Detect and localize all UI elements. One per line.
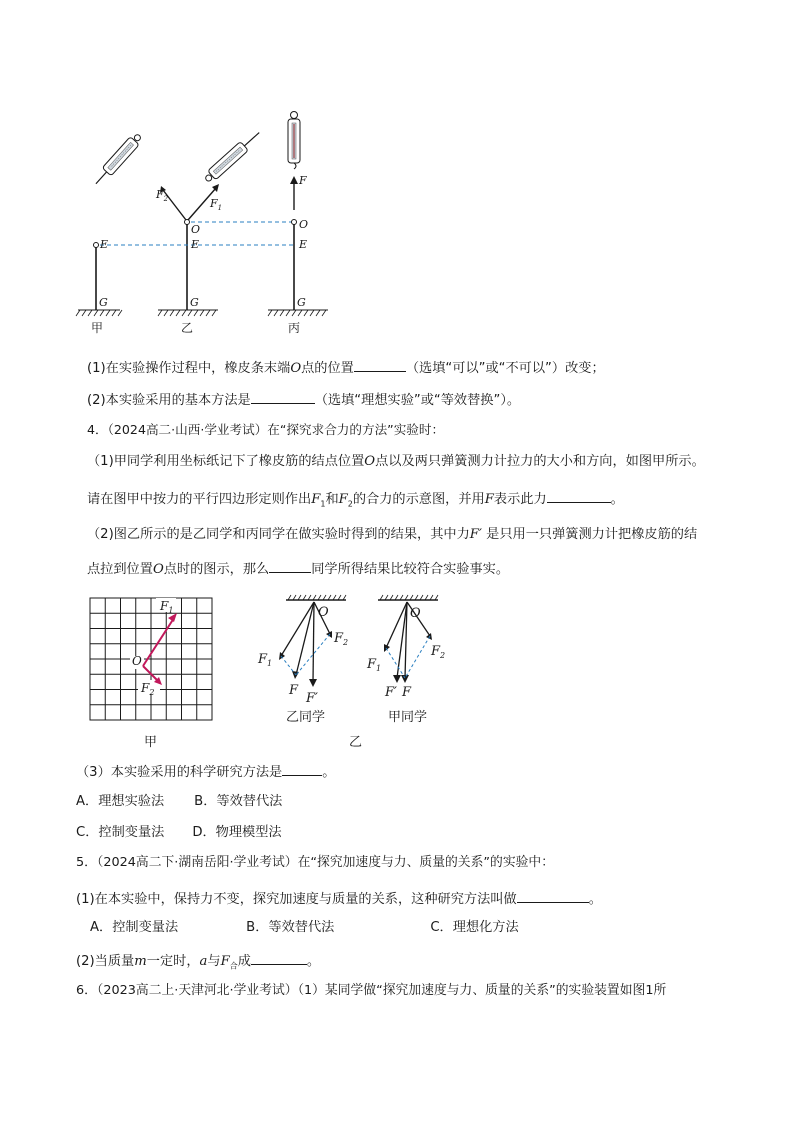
q5-option-b[interactable]: B．等效替代法 <box>246 920 335 935</box>
q4-option-b[interactable]: B．等效替代法 <box>194 794 283 809</box>
label-G-jia: G <box>99 296 108 309</box>
q4-blank-3[interactable] <box>282 763 322 776</box>
label-E-jia: E <box>100 238 109 251</box>
grid-label-F1: $F_1$ <box>160 599 174 615</box>
q5-p2: (2)当质量m一定时，a与$F_合$成 。 <box>76 954 321 971</box>
label-O-yi: O <box>191 223 201 236</box>
yi-label-F2-left: $F_2$ <box>334 631 349 647</box>
yi-caption: 乙 <box>349 735 363 750</box>
q4-p2: 请在图甲中按力的平行四边形定则作出$F_1$和$F_2$的合力的示意图，并用F表示此力 。 <box>87 492 624 509</box>
spring-scale-bing <box>288 112 300 170</box>
q5-p1: (1)在本实验中，保持力不变，探究加速度与质量的关系，这种研究方法叫做 。 <box>76 892 602 907</box>
q5-option-c[interactable]: C．理想化方法 <box>430 920 519 935</box>
grid-figure-jia <box>88 596 218 752</box>
yi-label-F-right: F <box>402 685 412 700</box>
q4-p1: （1)甲同学利用坐标纸记下了橡皮筋的结点位置O点以及两只弹簧测力计拉力的大小和方向，如图甲所示。 <box>87 454 705 469</box>
q4-options-row1 <box>76 795 282 808</box>
yi-caption-student-yi: 乙同学 <box>286 710 326 725</box>
label-E-yi: E <box>191 238 200 251</box>
label-G-yi: G <box>190 296 199 309</box>
students-figure-yi <box>250 590 470 750</box>
q4-p4: 点拉到位置O点时的图示，那么 同学所得结果比较符合实验事实。 <box>87 562 510 577</box>
q4-option-d[interactable]: D．物理模型法 <box>192 825 282 840</box>
q5-title: 5．（2024高二下·湖南岳阳·学业考试）在“探究加速度与力、质量的关系”的实验中： <box>76 855 555 870</box>
label-F-bing: F <box>299 174 307 187</box>
caption-jia: 甲 <box>91 321 104 335</box>
caption-bing: 丙 <box>288 321 301 335</box>
q5-options <box>90 921 519 934</box>
q4-option-c[interactable]: C．控制变量法 <box>76 825 165 840</box>
q5-option-a[interactable]: A．控制变量法 <box>90 920 179 935</box>
yi-label-F1-left: $F_1$ <box>258 652 273 668</box>
label-G-bing: G <box>297 296 306 309</box>
q3-blank-2[interactable] <box>251 391 315 404</box>
label-E-bing: E <box>299 238 308 251</box>
yi-label-O-right: O <box>410 606 421 621</box>
yi-label-F2-right: $F_2$ <box>431 644 446 660</box>
q4-blank-1[interactable] <box>547 490 611 503</box>
q3-blank-1[interactable] <box>354 359 406 372</box>
spring-scale-left <box>91 131 143 187</box>
yi-label-F1-right: $F_1$ <box>367 657 382 673</box>
q4-blank-2[interactable] <box>269 560 311 573</box>
caption-yi: 乙 <box>181 321 194 335</box>
yi-label-Fprime-right: F′ <box>385 685 397 700</box>
label-F1: $F_1$ <box>210 197 223 212</box>
experiment-figure-jia-yi-bing <box>70 100 330 340</box>
q4-p3: （2)图乙所示的是乙同学和丙同学在做实验时得到的结果，其中力F′ 是只用一只弹簧测力计把橡皮筋的结 <box>87 527 698 542</box>
yi-label-O-left: O <box>318 605 329 620</box>
yi-caption-student-jia: 甲同学 <box>388 710 428 725</box>
q4-option-a[interactable]: A．理想实验法 <box>76 794 165 809</box>
q6-title: 6．（2023高二上·天津河北·学业考试）（1）某同学做“探究加速度与力、质量的关系”的实验装置如图1所 <box>76 983 667 998</box>
q4-p5: （3）本实验采用的科学研究方法是 。 <box>76 765 336 780</box>
grid-label-O: O <box>132 654 142 668</box>
grid-label-F2: $F_2$ <box>141 681 155 697</box>
q5-blank-1[interactable] <box>517 890 589 903</box>
q4-options-row2 <box>76 826 282 839</box>
spring-scale-right <box>202 128 263 184</box>
q5-blank-2[interactable] <box>251 952 307 965</box>
yi-label-F-left: F <box>289 683 299 698</box>
label-O-bing: O <box>299 218 309 231</box>
grid-caption: 甲 <box>144 735 158 750</box>
q4-title: 4．（2024高二·山西·学业考试）在“探究求合力的方法”实验时： <box>87 422 445 437</box>
yi-label-Fprime-left: F′ <box>306 691 318 706</box>
label-F2: $F_2$ <box>156 188 169 203</box>
